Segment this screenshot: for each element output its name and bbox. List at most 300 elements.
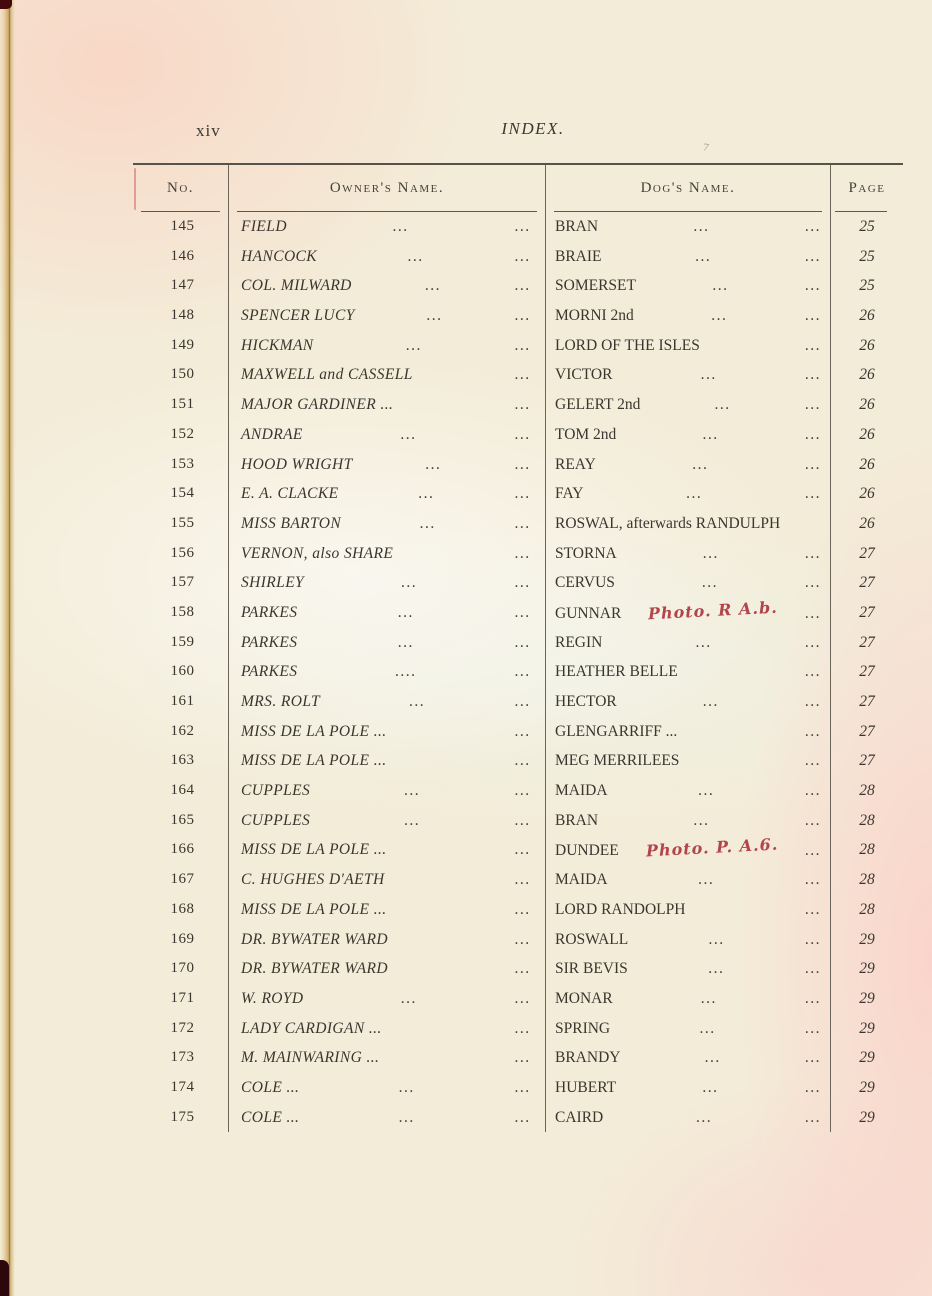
leader-dots: ... [514, 485, 531, 503]
owner-cell [228, 717, 545, 747]
dog-name: STORNA [555, 544, 617, 562]
owner-name: COLE ... [241, 1078, 300, 1096]
owner-cell [228, 271, 545, 301]
entry-number: 171 [170, 989, 195, 1006]
binding-line [9, 0, 10, 1296]
owner-name: MAXWELL and CASSELL [241, 366, 413, 384]
leader-dots: ... [514, 1019, 531, 1037]
owner-cell [228, 1014, 545, 1044]
owner-cell [228, 835, 545, 865]
owner-cell [228, 746, 545, 776]
leader-dots: ... [695, 1108, 713, 1126]
owner-cell [228, 984, 545, 1014]
leader-dots: ... [804, 396, 821, 414]
leader-dots: ... [804, 1078, 821, 1096]
leader-dots: ... [514, 782, 531, 800]
scan-artifact: 7 [701, 141, 710, 155]
leader-dots: ... [804, 366, 821, 384]
leader-dots: ... [708, 930, 725, 948]
leader-dots: ... [514, 841, 531, 859]
leader-dots: ... [804, 277, 821, 295]
entry-number: 166 [170, 841, 195, 858]
owner-name: M. MAINWARING ... [241, 1049, 380, 1067]
leader-dots: ... [702, 693, 719, 710]
leader-dots: ... [514, 247, 531, 265]
page-number: 29 [830, 1014, 903, 1044]
dog-cell [545, 954, 830, 984]
table-row [133, 568, 903, 598]
page-number: 26 [830, 390, 903, 420]
owner-cell [228, 598, 545, 628]
page-number: 28 [830, 776, 903, 806]
table-row [133, 1014, 903, 1044]
entry-number: 152 [170, 425, 195, 442]
leader-dots: ... [425, 277, 442, 295]
owner-cell [228, 360, 545, 390]
leader-dots: ... [698, 782, 715, 800]
dog-name: FAY [555, 485, 584, 503]
leader-dots: ... [399, 1078, 416, 1096]
dog-cell [545, 984, 830, 1014]
header-owner: Owner's Name. [228, 165, 545, 212]
owner-cell [228, 628, 545, 658]
owner-cell [228, 450, 545, 480]
page-number: 27 [830, 687, 903, 717]
entry-number: 163 [170, 752, 195, 769]
leader-dots: ... [714, 396, 731, 414]
leader-dots: ... [804, 871, 821, 889]
leader-dots: ... [514, 633, 531, 651]
owner-cell [228, 479, 545, 509]
leader-dots: ... [514, 218, 531, 235]
owner-name: VERNON, also SHARE [241, 544, 394, 562]
table-row [133, 242, 903, 272]
leader-dots: .... [395, 663, 417, 681]
leader-dots: ... [514, 900, 531, 918]
owner-name: HANCOCK [241, 247, 318, 265]
owner-name: E. A. CLACKE [241, 485, 339, 503]
owner-name: CUPPLES [241, 811, 311, 829]
dog-name: GUNNAR [555, 604, 622, 622]
entry-number: 157 [170, 574, 195, 591]
dog-name: MAIDA [555, 871, 608, 889]
entry-number: 159 [170, 633, 195, 650]
entry-number: 173 [170, 1049, 195, 1066]
leader-dots: ... [695, 247, 712, 265]
table-row [133, 954, 903, 984]
table-header-row [133, 165, 903, 212]
owner-name: HOOD WRIGHT [241, 455, 353, 473]
leader-dots: ... [514, 722, 531, 740]
owner-cell [228, 925, 545, 955]
table-row [133, 479, 903, 509]
dog-cell [545, 598, 830, 628]
entry-number: 150 [170, 366, 195, 383]
leader-dots: ... [514, 930, 531, 948]
dog-cell [545, 479, 830, 509]
leader-dots: ... [514, 960, 531, 978]
page-number: 27 [830, 539, 903, 569]
dog-cell [545, 1103, 830, 1133]
dog-cell [545, 301, 830, 331]
leader-dots: ... [514, 603, 531, 621]
dog-cell [545, 360, 830, 390]
table-row [133, 1103, 903, 1133]
leader-dots: ... [409, 693, 426, 710]
dog-cell [545, 865, 830, 895]
page-number: 26 [830, 301, 903, 331]
leader-dots: ... [418, 485, 435, 503]
owner-name: MISS DE LA POLE ... [241, 752, 387, 770]
entry-number: 161 [170, 693, 195, 709]
table-row [133, 628, 903, 658]
owner-cell [228, 568, 545, 598]
entry-number: 155 [170, 514, 195, 531]
dog-name: MAIDA [555, 782, 608, 800]
owner-name: MISS DE LA POLE ... [241, 841, 387, 859]
page-number: 28 [830, 806, 903, 836]
table-row [133, 360, 903, 390]
entry-number: 168 [170, 900, 195, 917]
leader-dots: ... [804, 307, 821, 325]
entry-number: 145 [170, 218, 195, 234]
dog-cell [545, 212, 830, 242]
entry-number: 169 [170, 930, 195, 947]
leader-dots: ... [711, 307, 728, 325]
dog-cell [545, 242, 830, 272]
table-row [133, 450, 903, 480]
folio-number: xiv [196, 121, 221, 140]
dog-name: GLENGARRIFF ... [555, 722, 678, 740]
dog-name: HUBERT [555, 1078, 617, 1096]
table-rows [133, 212, 903, 1132]
page-number: 27 [830, 598, 903, 628]
entry-number: 172 [170, 1019, 195, 1036]
page-number: 28 [830, 895, 903, 925]
owner-name: FIELD [241, 218, 287, 235]
entry-number: 170 [170, 960, 195, 977]
entry-number: 174 [170, 1078, 195, 1095]
owner-name: PARKES [241, 663, 298, 681]
leader-dots: ... [700, 366, 717, 384]
entry-number: 162 [170, 722, 195, 739]
leader-dots: ... [686, 485, 703, 503]
header-no: No. [133, 165, 228, 212]
leader-dots: ... [804, 544, 821, 562]
corner-mark-top [0, 0, 12, 9]
header-dog: Dog's Name. [545, 165, 830, 212]
leader-dots: ... [804, 782, 821, 800]
page-number: 26 [830, 420, 903, 450]
leader-dots: ... [392, 218, 409, 235]
owner-cell [228, 509, 545, 539]
page-number: 29 [830, 1103, 903, 1133]
leader-dots: ... [702, 1078, 719, 1096]
owner-cell [228, 895, 545, 925]
leader-dots: ... [700, 989, 717, 1007]
table-row [133, 1043, 903, 1073]
dog-cell [545, 628, 830, 658]
dog-name: SOMERSET [555, 277, 636, 295]
leader-dots: ... [514, 871, 531, 889]
leader-dots: ... [514, 693, 531, 710]
owner-name: HICKMAN [241, 336, 314, 354]
leader-dots: ... [406, 336, 423, 354]
dog-cell [545, 717, 830, 747]
dog-name: MEG MERRILEES [555, 752, 680, 770]
page-number: 29 [830, 925, 903, 955]
leader-dots: ... [804, 633, 821, 651]
dog-name: REAY [555, 455, 596, 473]
owner-name: SPENCER LUCY [241, 307, 355, 325]
handwritten-annotation: Photo. R A.b. [647, 597, 779, 624]
leader-dots: ... [804, 425, 821, 443]
entry-number: 156 [170, 544, 195, 561]
table-row [133, 331, 903, 361]
dog-name: MONAR [555, 989, 613, 1007]
owner-cell [228, 806, 545, 836]
entry-number: 160 [170, 663, 195, 680]
page-number: 27 [830, 628, 903, 658]
entry-number: 154 [170, 485, 195, 502]
leader-dots: ... [804, 1049, 821, 1067]
dog-cell [545, 806, 830, 836]
table-row [133, 776, 903, 806]
book-binding-edge [0, 0, 15, 1296]
dog-name: ROSWAL, afterwards RANDULPH [555, 514, 781, 532]
leader-dots: ... [514, 336, 531, 354]
corner-mark-bottom [0, 1260, 9, 1296]
table-row [133, 420, 903, 450]
owner-cell [228, 390, 545, 420]
leader-dots: ... [514, 307, 531, 325]
dog-cell [545, 420, 830, 450]
dog-cell [545, 331, 830, 361]
leader-dots: ... [699, 1019, 716, 1037]
leader-dots: ... [514, 1078, 531, 1096]
owner-cell [228, 1043, 545, 1073]
owner-cell [228, 954, 545, 984]
leader-dots: ... [698, 871, 715, 889]
leader-dots: ... [398, 603, 415, 621]
owner-name: MISS BARTON [241, 514, 342, 532]
owner-cell [228, 687, 545, 717]
entry-number: 148 [170, 307, 195, 324]
leader-dots: ... [804, 663, 821, 681]
owner-cell [228, 331, 545, 361]
table-row [133, 925, 903, 955]
dog-name: BRAN [555, 218, 599, 235]
dog-cell [545, 895, 830, 925]
page-number: 28 [830, 835, 903, 865]
page-title: INDEX. [501, 119, 565, 138]
page-number: 26 [830, 509, 903, 539]
dog-name: HEATHER BELLE [555, 663, 678, 681]
owner-name: DR. BYWATER WARD [241, 930, 389, 948]
leader-dots: ... [514, 752, 531, 770]
dog-cell [545, 509, 830, 539]
leader-dots: ... [401, 574, 418, 592]
table-row [133, 687, 903, 717]
table-row [133, 984, 903, 1014]
owner-name: ANDRAE [241, 425, 303, 443]
table-row [133, 657, 903, 687]
owner-cell [228, 1103, 545, 1133]
header-page: Page [830, 165, 903, 212]
owner-cell [228, 865, 545, 895]
leader-dots: ... [804, 989, 821, 1007]
page-number: 29 [830, 1043, 903, 1073]
owner-name: PARKES [241, 603, 298, 621]
owner-cell [228, 242, 545, 272]
owner-name: SHIRLEY [241, 574, 305, 592]
dog-name: ROSWALL [555, 930, 629, 948]
leader-dots: ... [804, 455, 821, 473]
leader-dots: ... [514, 1049, 531, 1067]
owner-cell [228, 657, 545, 687]
owner-name: PARKES [241, 633, 298, 651]
leader-dots: ... [804, 218, 821, 235]
entry-number: 153 [170, 455, 195, 472]
leader-dots: ... [407, 247, 424, 265]
page-number: 26 [830, 450, 903, 480]
page-number: 27 [830, 568, 903, 598]
leader-dots: ... [514, 277, 531, 295]
dog-cell [545, 1043, 830, 1073]
dog-cell [545, 687, 830, 717]
dog-cell [545, 568, 830, 598]
owner-name: MRS. ROLT [241, 693, 321, 710]
entry-number: 149 [170, 336, 195, 353]
owner-cell [228, 776, 545, 806]
dog-cell [545, 1073, 830, 1103]
dog-name: SPRING [555, 1019, 611, 1037]
table-row [133, 806, 903, 836]
dog-cell [545, 776, 830, 806]
leader-dots: ... [425, 455, 442, 473]
leader-dots: ... [804, 604, 821, 622]
leader-dots: ... [514, 574, 531, 592]
page-number: 28 [830, 865, 903, 895]
leader-dots: ... [426, 307, 443, 325]
dog-name: BRANDY [555, 1049, 621, 1067]
entry-number: 164 [170, 782, 195, 799]
owner-name: MAJOR GARDINER ... [241, 396, 394, 414]
leader-dots: ... [708, 960, 725, 978]
leader-dots: ... [404, 811, 421, 829]
leader-dots: ... [804, 752, 821, 770]
dog-cell [545, 1014, 830, 1044]
page-number: 26 [830, 360, 903, 390]
entry-number: 175 [170, 1108, 195, 1125]
owner-cell [228, 1073, 545, 1103]
dog-name: VICTOR [555, 366, 613, 384]
table-row [133, 271, 903, 301]
leader-dots: ... [701, 574, 718, 592]
owner-name: W. ROYD [241, 989, 304, 1007]
dog-name: HECTOR [555, 693, 617, 710]
dog-name: LORD OF THE ISLES [555, 336, 700, 354]
owner-cell [228, 539, 545, 569]
table-row [133, 1073, 903, 1103]
entry-number: 146 [170, 247, 195, 264]
page-number: 25 [830, 242, 903, 272]
dog-cell [545, 539, 830, 569]
entry-number: 151 [170, 396, 195, 413]
dog-name: MORNI 2nd [555, 307, 634, 325]
page-number: 25 [830, 212, 903, 242]
owner-name: MISS DE LA POLE ... [241, 722, 387, 740]
owner-name: COL. MILWARD [241, 277, 352, 295]
owner-name: CUPPLES [241, 782, 311, 800]
dog-name: SIR BEVIS [555, 960, 628, 978]
leader-dots: ... [695, 633, 712, 651]
dog-cell [545, 450, 830, 480]
dog-name: REGIN [555, 633, 603, 651]
page-number: 27 [830, 746, 903, 776]
leader-dots: ... [398, 633, 415, 651]
dog-name: DUNDEE [555, 842, 619, 860]
entry-number: 167 [170, 871, 195, 888]
dog-name: BRAN [555, 811, 599, 829]
owner-name: LADY CARDIGAN ... [241, 1019, 382, 1037]
page-number: 29 [830, 954, 903, 984]
owner-name: COLE ... [241, 1108, 300, 1126]
leader-dots: ... [692, 455, 709, 473]
index-table [133, 163, 903, 1132]
table-row [133, 212, 903, 242]
owner-name: DR. BYWATER WARD [241, 960, 389, 978]
entry-number: 147 [170, 277, 195, 294]
leader-dots: ... [804, 574, 821, 592]
leader-dots: ... [704, 1049, 721, 1067]
page-number: 26 [830, 331, 903, 361]
leader-dots: ... [804, 247, 821, 265]
leader-dots: ... [712, 277, 729, 295]
leader-dots: ... [693, 811, 710, 829]
leader-dots: ... [702, 544, 719, 562]
dog-name: BRAIE [555, 247, 602, 265]
leader-dots: ... [419, 514, 437, 532]
page-number: 27 [830, 717, 903, 747]
dog-name: CERVUS [555, 574, 615, 592]
leader-dots: ... [804, 693, 821, 710]
leader-dots: ... [804, 960, 821, 978]
dog-cell [545, 390, 830, 420]
page-number: 25 [830, 271, 903, 301]
leader-dots: ... [693, 218, 710, 235]
handwritten-annotation: Photo. P. A.6. [645, 835, 779, 861]
table-row [133, 865, 903, 895]
table-row [133, 598, 903, 628]
dog-cell [545, 271, 830, 301]
leader-dots: ... [804, 930, 821, 948]
leader-dots: ... [804, 900, 821, 918]
leader-dots: ... [514, 1108, 531, 1126]
leader-dots: ... [514, 425, 531, 443]
dog-name: LORD RANDOLPH [555, 900, 686, 918]
leader-dots: ... [804, 811, 821, 829]
leader-dots: ... [399, 1108, 416, 1126]
page-number: 29 [830, 984, 903, 1014]
leader-dots: ... [804, 1108, 821, 1126]
owner-name: C. HUGHES D'AETH [241, 871, 385, 889]
leader-dots: ... [804, 1019, 821, 1037]
table-row [133, 717, 903, 747]
leader-dots: ... [401, 989, 418, 1007]
leader-dots: ... [400, 425, 417, 443]
table-row [133, 509, 903, 539]
